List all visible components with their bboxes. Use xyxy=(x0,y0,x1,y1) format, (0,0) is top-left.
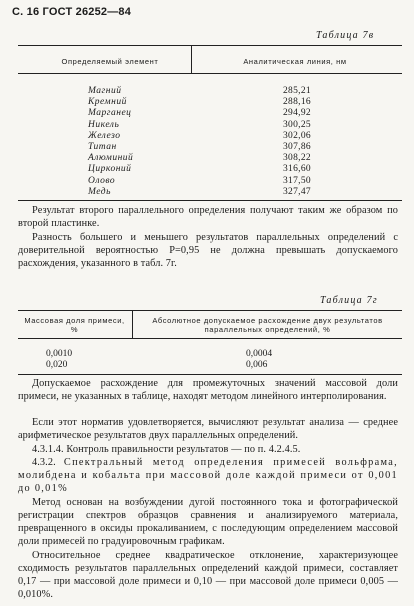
table-row xyxy=(72,86,352,97)
element-name: Кремний xyxy=(88,97,127,108)
element-name: Алюминий xyxy=(88,153,134,164)
table-7g-mass-2: 0,020 xyxy=(46,360,68,370)
analytical-line-value: 316,60 xyxy=(283,164,311,175)
table-7v-top-rule xyxy=(18,45,402,46)
paragraph-spectral-method: 4.3.2. Спектральный метод определения примесей вольфрама, молибдена и кобальта при массовой доле каждой примеси от 0,001 до 0,01% xyxy=(18,457,398,495)
table-7g-header-rule xyxy=(18,338,402,339)
analytical-line-value: 300,25 xyxy=(283,119,311,130)
element-name: Марганец xyxy=(88,108,132,119)
table-7v-bottom-rule xyxy=(18,200,402,201)
table-7g-col-mass: Массовая доля примеси, % xyxy=(24,316,125,334)
table-7g-header-divider xyxy=(132,310,133,338)
table-7g-top-rule xyxy=(18,310,402,311)
table-row xyxy=(72,153,352,164)
analytical-line-value: 327,47 xyxy=(283,186,311,197)
table-7g-col-abs: Абсолютное допускаемое расхождение двух результатов параллельных определений, % xyxy=(152,316,383,334)
element-name: Цирконий xyxy=(88,164,132,175)
element-name: Магний xyxy=(88,86,122,96)
paragraph-deviation: Относительное среднее квадратическое отклонение, характеризующее сходимость результатов параллельных определений каждой примеси, составляет 0,17 — при массовой доле примеси и 0,10 — при массовой доле примеси 0,005 — 0,010%. xyxy=(18,550,398,601)
element-name: Никель xyxy=(88,119,120,130)
table-row xyxy=(72,131,352,142)
paragraph-method-basis: Метод основан на возбуждении дугой постоянного тока и фотографической регистрации спектров образцов сравнения и анализируемого материала, превращенного в оксиды прокаливанием, с последующим определением массовой доли примесей по градуировочным графикам. xyxy=(18,497,398,548)
element-name: Олово xyxy=(88,175,116,186)
table-7v-col-element: Определяемый элемент xyxy=(61,57,159,66)
paragraph-accuracy-control: 4.3.1.4. Контроль правильности результатов — по п. 4.2.4.5. xyxy=(32,444,301,455)
analytical-line-value: 294,92 xyxy=(283,108,311,119)
analytical-line-value: 302,06 xyxy=(283,130,311,141)
table-row xyxy=(72,120,352,131)
table-row xyxy=(72,97,352,108)
table-row xyxy=(72,187,352,198)
table-7g-bottom-rule xyxy=(18,374,402,375)
analytical-line-value: 317,50 xyxy=(283,175,311,186)
table-7g-mass-1: 0,0010 xyxy=(46,349,73,359)
paragraph-interpolation: Допускаемое расхождение для промежуточных значений массовой доли примеси, не указанных в таблице, находят методом линейного интерполирования. xyxy=(18,378,398,403)
analytical-line-value: 307,86 xyxy=(283,141,311,152)
analytical-line-value: 285,21 xyxy=(283,86,311,96)
paragraph-mean: Если этот норматив удовлетворяется, вычисляют результат анализа — среднее арифметическое результатов двух параллельных определений. xyxy=(18,417,398,442)
table-row xyxy=(72,176,352,187)
table-7g-caption: Таблица 7г xyxy=(320,295,378,306)
table-7v-header-rule xyxy=(18,73,402,74)
table-row xyxy=(72,164,352,175)
element-name: Титан xyxy=(88,141,117,152)
page-header: С. 16 ГОСТ 26252—84 xyxy=(12,6,132,18)
table-7v-caption: Таблица 7в xyxy=(316,30,375,41)
table-7g-abs-1: 0,0004 xyxy=(246,349,273,359)
element-name: Медь xyxy=(88,186,111,197)
table-7v-body xyxy=(72,86,352,198)
table-7v-header-divider xyxy=(191,45,192,73)
paragraph-difference: Разность большего и меньшего результатов параллельных определений с доверительной вероятностью Р=0,95 не должна превышать допускаемого расхождения, указанного в табл. 7г. xyxy=(18,232,398,270)
table-row xyxy=(72,142,352,153)
analytical-line-value: 308,22 xyxy=(283,153,311,164)
table-row xyxy=(72,108,352,119)
analytical-line-value: 288,16 xyxy=(283,97,311,108)
element-name: Железо xyxy=(88,130,121,141)
paragraph-second-determination: Результат второго параллельного определения получают таким же образом по второй пластинке. xyxy=(18,205,398,230)
table-7g-abs-2: 0,006 xyxy=(246,360,268,370)
table-7v-col-line: Аналитическая линия, нм xyxy=(243,57,347,66)
